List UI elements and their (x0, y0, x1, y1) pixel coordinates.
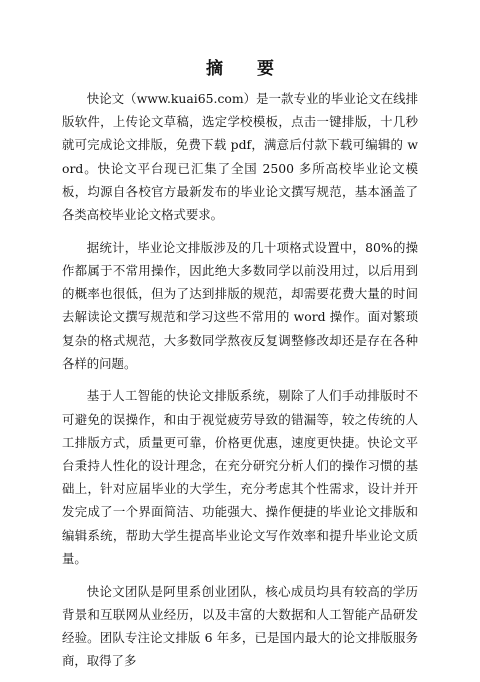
paragraph-ai-system: 基于人工智能的快论文排版系统，剔除了人们手动排版时不可避免的误操作，和由于视觉疲劳导致的错漏等，较之传统的人工排版方式，质量更可靠，价格更优惠，速度更快捷。快论文平台秉持人性化的设计理念，在充分研究分析人们的操作习惯的基础上，针对应届毕业的大学生，充分考虑其个性需求，设计并开发完成了一个界面简洁、功能强大、操作便捷的毕业论文排版和编辑系统，帮助大学生提高毕业论文写作效率和提升毕业论文质量。 (62, 388, 418, 566)
paragraph-statistics: 据统计，毕业论文排版涉及的几十项格式设置中，80%的操作都属于不常用操作，因此绝大多数同学以前没用过，以后用到的概率也很低，但为了达到排版的规范，却需要花费大量的时间去解读论文撰写规范和学习这些不常用的 word 操作。面对繁琐复杂的格式规范，大多数同学熬夜反复调整修改却还是存在各种各样的问题。 (62, 239, 418, 371)
page-title: 摘 要 (206, 59, 288, 79)
paragraph-team: 快论文团队是阿里系创业团队，核心成员均具有较高的学历背景和互联网从业经历，以及丰富的大数据和人工智能产品研发经验。团队专注论文排版 6 年多，已是国内最大的论文排版服务商，取得了多 (62, 583, 418, 669)
paragraph-intro: 快论文（www.kuai65.com）是一款专业的毕业论文在线排版软件，上传论文草稿，选定学校模板，点击一键排版，十几秒就可完成论文排版，免费下载 pdf，满意后付款下载可编辑的 word。快论文平台现已汇集了全国 2500 多所高校毕业论文模板，均源自各校官方最新发布的毕业论文撰写规范，基本涵盖了各类高校毕业论文格式要求。 (62, 91, 418, 223)
abstract-body (62, 87, 418, 682)
